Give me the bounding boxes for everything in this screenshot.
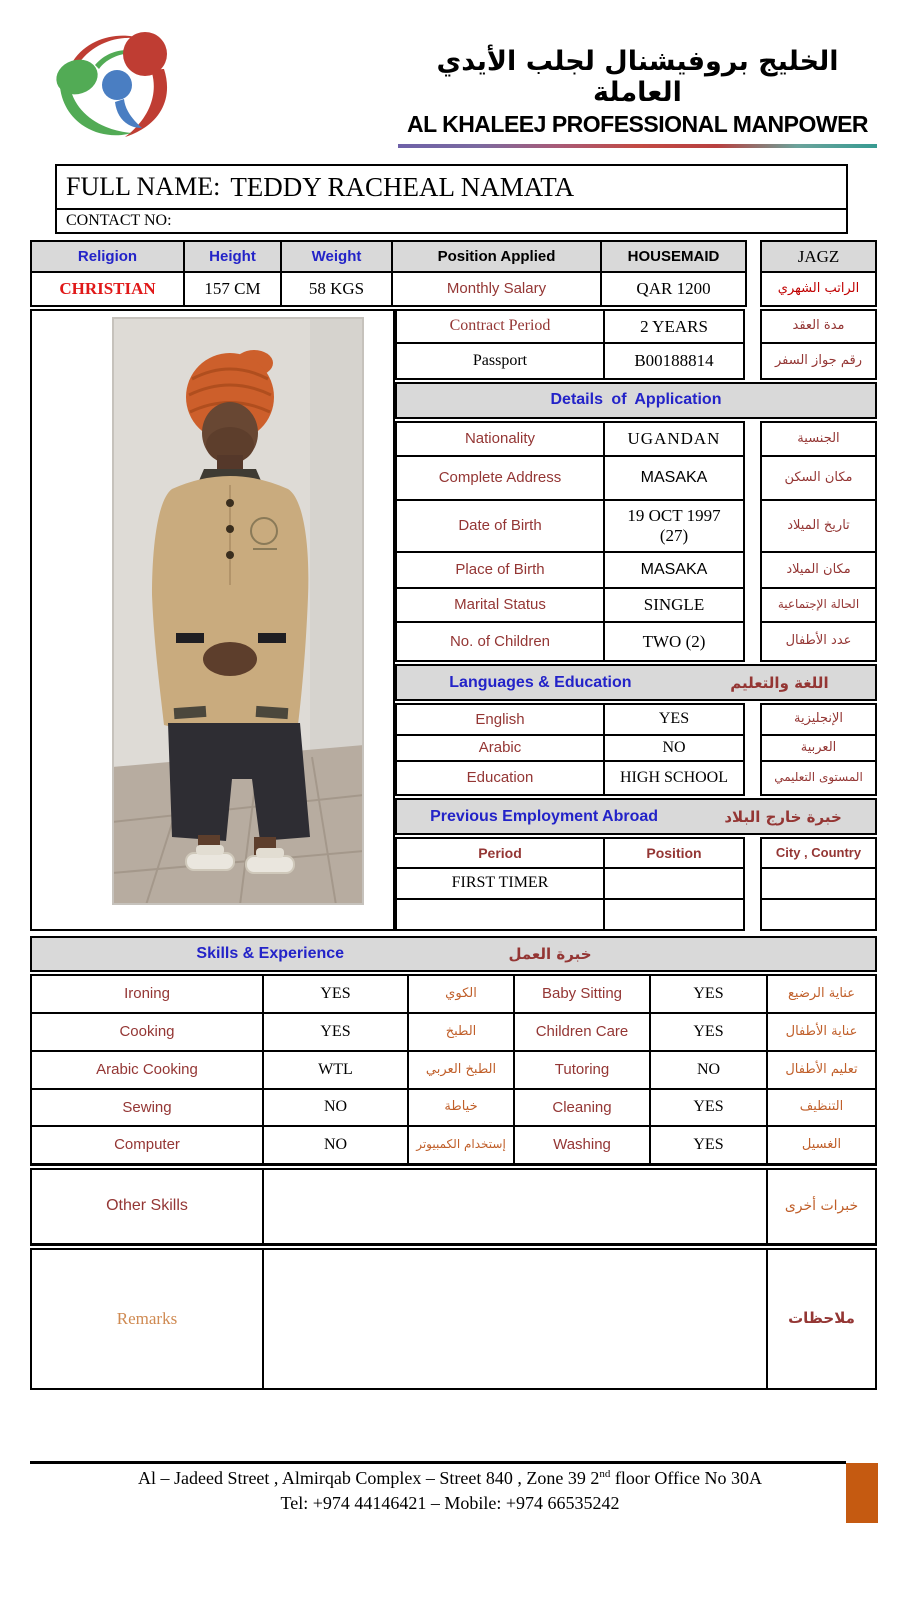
employment-table [395, 837, 745, 931]
english-arabic: الإنجليزية [762, 705, 875, 736]
skill-arabic: الغسيل [801, 1136, 842, 1152]
skills-section-header: Skills & Experience خبرة العمل [30, 936, 877, 972]
employment-city-column [760, 837, 877, 931]
dob-value: 19 OCT 1997 (27) [605, 501, 743, 553]
children-label: No. of Children [397, 623, 605, 660]
company-name-english: AL KHALEEJ PROFESSIONAL MANPOWER [406, 111, 869, 137]
english-label: English [397, 705, 605, 736]
children-arabic: عدد الأطفال [785, 633, 852, 649]
position-value: HOUSEMAID [602, 242, 745, 273]
pob-value: MASAKA [605, 553, 743, 589]
arabic-label: Arabic [397, 736, 605, 762]
position-applied-header: Position Applied [393, 242, 602, 273]
skill-label: Arabic Cooking [32, 1052, 264, 1090]
other-skills-value [264, 1170, 768, 1243]
dob-arabic: تاريخ الميلاد [762, 501, 875, 553]
employment-period-1: FIRST TIMER [397, 869, 605, 900]
other-skills-label: Other Skills [32, 1170, 264, 1243]
other-skills-arabic: خبرات أخرى [784, 1198, 859, 1215]
arabic-value: NO [605, 736, 743, 762]
arabic-arabic: العربية [762, 736, 875, 762]
passport-value: B00188814 [634, 351, 714, 371]
education-value: HIGH SCHOOL [620, 768, 728, 786]
full-name-value: TEDDY RACHEAL NAMATA [230, 171, 575, 202]
skill-label: Baby Sitting [515, 976, 651, 1014]
position-header: Position [605, 839, 743, 869]
skill-arabic: تعليم الأطفال [768, 1052, 875, 1090]
employment-period-2 [397, 900, 605, 929]
education-arabic: المستوى التعليمي [774, 770, 863, 785]
marital-label: Marital Status [397, 589, 605, 623]
employment-section-header: Previous Employment Abroad خبرة خارج البلاد [395, 798, 877, 835]
marital-arabic: الحالة الإجتماعية [762, 589, 875, 623]
period-header: Period [397, 839, 605, 869]
employment-section-arabic: خبرة خارج البلاد [724, 807, 842, 826]
contract-period-label: Contract Period [397, 311, 605, 344]
photo-cell [30, 309, 395, 931]
company-logo [45, 27, 180, 140]
dob-label: Date of Birth [397, 501, 605, 553]
contract-passport-table [395, 309, 745, 380]
languages-section-arabic: اللغة والتعليم [730, 673, 829, 692]
details-arabic-column [760, 421, 877, 662]
address-value: MASAKA [605, 457, 743, 501]
nationality-value: UGANDAN [605, 423, 743, 457]
address-arabic: مكان السكن [762, 457, 875, 501]
monthly-salary-label: Monthly Salary [393, 273, 602, 305]
code-column [760, 240, 877, 307]
contact-no-box [55, 208, 848, 234]
skills-section-arabic: خبرة العمل [508, 945, 592, 963]
skill-value: YES [264, 976, 409, 1014]
languages-arabic-column [760, 703, 877, 796]
details-table [395, 421, 745, 662]
employment-position-2 [605, 900, 743, 929]
employment-city-2 [762, 900, 875, 929]
monthly-salary-value: QAR 1200 [636, 279, 711, 299]
applicant-photo [112, 317, 364, 905]
city-country-header: City , Country [762, 839, 875, 869]
passport-label: Passport [397, 344, 605, 378]
remarks-label: Remarks [32, 1250, 264, 1388]
skill-value: NO [264, 1127, 409, 1163]
skill-value: WTL [264, 1052, 409, 1090]
skills-table [30, 974, 877, 1166]
weight-value: 58 KGS [282, 273, 393, 305]
employment-city-1 [762, 869, 875, 900]
skill-label: Computer [32, 1127, 264, 1163]
height-value: 157 CM [185, 273, 282, 305]
skill-value: YES [651, 976, 768, 1014]
nationality-arabic: الجنسية [762, 423, 875, 457]
pob-arabic: مكان الميلاد [762, 553, 875, 589]
skill-value: YES [264, 1014, 409, 1052]
skill-value: YES [651, 1127, 768, 1163]
footer-address: Al – Jadeed Street , Almirqab Complex – Street 840 , Zone 39 2nd floor Office No 30A [137, 1468, 763, 1488]
employment-position-1 [605, 869, 743, 900]
full-name-box [55, 164, 848, 210]
company-header [398, 46, 877, 148]
code-value: JAGZ [762, 242, 875, 273]
passport-arabic: رقم جواز السفر [775, 352, 862, 368]
skill-arabic: عناية الرضيع [768, 976, 875, 1014]
company-name-arabic: الخليج بروفيشنال لجلب الأيدي العاملة [436, 46, 839, 108]
skill-arabic: الطبخ العربي [409, 1052, 515, 1090]
pob-label: Place of Birth [397, 553, 605, 589]
skill-arabic: عناية الأطفال [768, 1014, 875, 1052]
skill-label: Cleaning [515, 1090, 651, 1127]
weight-header: Weight [282, 242, 393, 273]
skill-value: NO [264, 1090, 409, 1127]
header-divider [398, 144, 877, 148]
languages-table [395, 703, 745, 796]
languages-section-header: Languages & Education اللغة والتعليم [395, 664, 877, 701]
height-header: Height [185, 242, 282, 273]
religion-header: Religion [32, 242, 185, 273]
children-value: TWO (2) [642, 631, 706, 651]
skill-label: Tutoring [515, 1052, 651, 1090]
address-label: Complete Address [397, 457, 605, 501]
skill-value: NO [651, 1052, 768, 1090]
english-value: YES [605, 705, 743, 736]
contract-period-value: 2 YEARS [605, 311, 743, 344]
full-name-label: FULL NAME: [66, 172, 221, 201]
skill-arabic: الطبخ [409, 1014, 515, 1052]
religion-value: CHRISTIAN [32, 273, 185, 305]
contract-passport-arabic [760, 309, 877, 380]
skill-label: Ironing [32, 976, 264, 1014]
remarks-row [30, 1248, 877, 1390]
top-table [30, 240, 747, 307]
footer-phones: Tel: +974 44146421 – Mobile: +974 66535242 [280, 1493, 620, 1513]
contact-no-label: CONTACT NO: [66, 212, 172, 229]
skill-value: YES [651, 1090, 768, 1127]
skill-arabic: التنظيف [768, 1090, 875, 1127]
remarks-value [264, 1250, 768, 1388]
footer-divider [30, 1461, 846, 1464]
skill-value: YES [651, 1014, 768, 1052]
skill-label: Sewing [32, 1090, 264, 1127]
contract-period-arabic: مدة العقد [762, 311, 875, 344]
details-section-header: Details of Application [395, 382, 877, 419]
skill-arabic: الكوي [409, 976, 515, 1014]
skill-arabic: إستخدام الكمبيوتر [409, 1127, 515, 1163]
remarks-arabic: ملاحظات [788, 1309, 855, 1328]
skill-arabic: خياطة [409, 1090, 515, 1127]
nationality-label: Nationality [397, 423, 605, 457]
skill-label: Cooking [32, 1014, 264, 1052]
marital-value: SINGLE [605, 589, 743, 623]
footer-accent-square [846, 1463, 878, 1523]
monthly-salary-arabic: الراتب الشهري [777, 280, 860, 296]
other-skills-row [30, 1168, 877, 1246]
skill-label: Washing [515, 1127, 651, 1163]
education-label: Education [397, 762, 605, 794]
skill-label: Children Care [515, 1014, 651, 1052]
